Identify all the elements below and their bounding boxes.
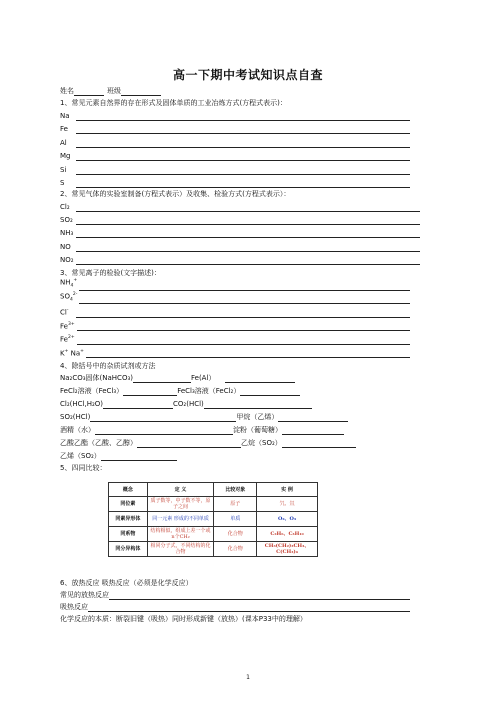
answer-blank[interactable] (88, 604, 410, 612)
table-row (109, 542, 318, 557)
answer-blank[interactable] (77, 337, 410, 345)
ion-subscript: 4 (69, 297, 73, 303)
answer-blank[interactable] (101, 453, 177, 461)
ion-charge: - (66, 308, 69, 314)
ion-charge: + (73, 278, 78, 284)
impurity-item: Fe(Al） (191, 374, 216, 382)
ion-symbol: NH (60, 278, 71, 287)
impurity-item: FeCl₃溶液（FeCl₂） (177, 387, 241, 395)
answer-line (60, 229, 420, 238)
exo-label: 常见的放热反应 (60, 591, 109, 599)
answer-blank[interactable] (76, 230, 420, 238)
table-header-row (109, 483, 318, 497)
impurity-item: 淀粉（葡萄糖） (233, 426, 282, 434)
impurity-item: SO₂(HCl) (60, 413, 91, 421)
ion-symbol: SO (60, 292, 70, 300)
sec4-row-5 (60, 426, 410, 435)
ion-symbol: Cl (60, 308, 67, 317)
ion-charge: + (80, 348, 84, 354)
answer-line (60, 179, 410, 188)
item-label: Mg (60, 152, 71, 161)
answer-blank[interactable] (137, 440, 241, 448)
ion-symbol: K (60, 349, 65, 357)
answer-blank[interactable] (103, 401, 173, 409)
answer-line (60, 125, 410, 134)
answer-blank[interactable] (225, 375, 295, 383)
answer-line (60, 336, 410, 345)
impurity-item: Na₂CO₃固体(NaHCO₃) (60, 374, 133, 382)
sec4-heading-text: 4、除括号中的杂质试剂或方法 (60, 362, 156, 370)
answer-blank[interactable] (76, 113, 410, 121)
answer-blank[interactable] (133, 375, 191, 383)
sec1-heading-text: 1、常见元素自然界的存在形式及固体单质的工业冶炼方式(方程式表示)： (60, 99, 287, 107)
answer-blank[interactable] (123, 388, 177, 396)
answer-line (60, 349, 410, 358)
endo-label: 吸热反应 (60, 603, 88, 611)
ion-symbol: Fe (60, 322, 68, 331)
table-cell: 氕、氘 (257, 497, 318, 512)
answer-blank[interactable] (109, 592, 410, 600)
item-label (60, 320, 75, 331)
answer-line (60, 166, 410, 175)
ion-charge: 3+ (67, 321, 75, 327)
sec4-row-6 (60, 439, 420, 448)
ion-charge: 2+ (67, 335, 75, 341)
table-cell: 同系物 (109, 527, 148, 542)
answer-blank[interactable] (76, 126, 410, 134)
answer-line (60, 112, 410, 121)
class-label: 班级 (107, 87, 121, 95)
answer-blank[interactable] (79, 283, 410, 291)
impurity-item: 甲烷（乙烯） (236, 413, 279, 421)
table-cell: 结构相似，组成上差一个或n个CH₂ (147, 527, 214, 542)
sec6-heading-text: 6、放热反应 吸热反应（必须是化学反应） (60, 579, 193, 587)
item-label (60, 333, 75, 344)
table-cell: 原子 (214, 497, 257, 512)
item-label (60, 306, 74, 317)
impurity-item: 乙烯（SO₂） (60, 452, 101, 460)
answer-line (60, 278, 410, 291)
sec4-row-1 (60, 374, 410, 383)
table-cell: 同素异形体 (109, 512, 148, 527)
class-blank[interactable] (121, 88, 161, 96)
answer-line (60, 243, 420, 252)
impurity-item: CO₂(HCl) (173, 400, 204, 408)
table-row (109, 497, 318, 512)
answer-blank[interactable] (76, 140, 410, 148)
table-header: 实 例 (257, 483, 318, 497)
item-label: Al (60, 138, 67, 147)
answer-blank[interactable] (278, 414, 348, 422)
ion-charge: + (64, 348, 69, 354)
sec4-heading (60, 362, 155, 371)
ion-subscript: 4 (70, 284, 74, 289)
table-row (109, 512, 318, 527)
sec5-heading (60, 464, 106, 473)
table-cell: CH₃(CH₂)₃CH₃、C(CH₃)₄ (257, 542, 318, 557)
table-cell: 同一元素 形成的不同单质 (147, 512, 214, 527)
answer-blank[interactable] (282, 427, 344, 435)
exo-row (60, 591, 410, 600)
answer-blank[interactable] (76, 257, 420, 265)
table-cell: 同位素 (109, 497, 148, 512)
ion-symbol: Fe (60, 335, 68, 344)
answer-line (60, 216, 420, 225)
sec4-row-3 (60, 400, 410, 409)
answer-line (60, 256, 420, 265)
ion-symbol: Na (68, 349, 81, 357)
sec2-heading-text: 2、常见气体的实验室制备(方程式表示）及收集、检验方式(方程式表示）： (60, 190, 291, 198)
sec1-heading (60, 99, 287, 108)
answer-blank[interactable] (76, 153, 410, 161)
endo-row (60, 603, 410, 612)
answer-blank[interactable] (76, 180, 410, 188)
answer-blank[interactable] (282, 440, 356, 448)
page-title: 高一下期中考试知识点自查 (172, 68, 323, 82)
ion-charge: 2- (72, 291, 78, 297)
table-header: 比较对象 (214, 483, 257, 497)
table-cell: 化合物 (214, 527, 257, 542)
item-label: SO₂ (60, 216, 73, 225)
essence-row (60, 615, 307, 624)
name-blank[interactable] (74, 88, 104, 96)
item-label: Si (60, 165, 67, 174)
impurity-item: FeCl₂溶液（FeCl₃） (60, 387, 124, 395)
impurity-item: 酒精（水） (60, 426, 95, 434)
answer-line (60, 203, 420, 212)
answer-blank[interactable] (77, 323, 410, 331)
table-cell: 单质 (214, 512, 257, 527)
table-header: 概念 (109, 483, 148, 497)
answer-line (60, 139, 410, 148)
sec5-heading-text: 5、四同比较： (60, 464, 107, 472)
answer-blank[interactable] (240, 388, 300, 396)
sec4-row-7 (60, 452, 260, 461)
table-cell: 相同分子式，不同结构的化合物 (147, 542, 214, 557)
item-label: Na (60, 112, 70, 120)
item-label (60, 347, 84, 358)
item-label: NO₂ (60, 255, 74, 264)
answer-blank[interactable] (76, 167, 410, 175)
table-cell: 化合物 (214, 542, 257, 557)
name-label: 姓名 (60, 87, 74, 95)
comparison-table (108, 482, 318, 557)
table-row (109, 527, 318, 542)
sec2-heading (60, 190, 290, 199)
answer-line (60, 152, 410, 161)
answer-blank[interactable] (90, 414, 236, 422)
answer-blank[interactable] (86, 350, 410, 358)
table-header: 定 义 (147, 483, 214, 497)
impurity-item: 乙酸乙酯（乙酸、乙醇） (60, 439, 137, 447)
sec4-row-2 (60, 387, 410, 396)
sec3-heading-text: 3、常见离子的检验(文字描述)： (60, 269, 161, 277)
answer-line (60, 309, 410, 318)
item-label: S (60, 179, 65, 187)
answer-line (60, 322, 410, 331)
item-label (60, 290, 77, 305)
page-number: 1 (246, 674, 250, 681)
item-label: Fe (60, 125, 68, 134)
answer-blank[interactable] (76, 217, 420, 225)
answer-blank[interactable] (76, 244, 420, 252)
item-label: Cl₂ (60, 203, 70, 211)
item-label: NH₃ (60, 229, 74, 238)
name-class-line (60, 87, 161, 96)
table-cell: C₂H₆、C₃H₁₀ (257, 527, 318, 542)
item-label: NO (60, 242, 71, 251)
impurity-item: 乙烷（SO₂） (241, 439, 282, 447)
answer-blank[interactable] (76, 310, 410, 318)
impurity-item: Cl₂(HCl,H₂O) (60, 400, 104, 408)
answer-blank[interactable] (204, 401, 312, 409)
table-cell: 质子数等，中子数不等，原子之间 (147, 497, 214, 512)
sec4-row-4 (60, 413, 410, 422)
table-cell: O₂、O₃ (257, 512, 318, 527)
essence-text: 化学反应的本质：断裂旧键（吸热）同时形成新键（放热）(课本P33中的理解） (60, 615, 307, 623)
answer-blank[interactable] (79, 296, 410, 304)
sec6-heading (60, 579, 193, 588)
answer-blank[interactable] (95, 427, 233, 435)
answer-blank[interactable] (76, 204, 420, 212)
answer-line (60, 291, 410, 304)
table-cell: 同分异构体 (109, 542, 148, 557)
